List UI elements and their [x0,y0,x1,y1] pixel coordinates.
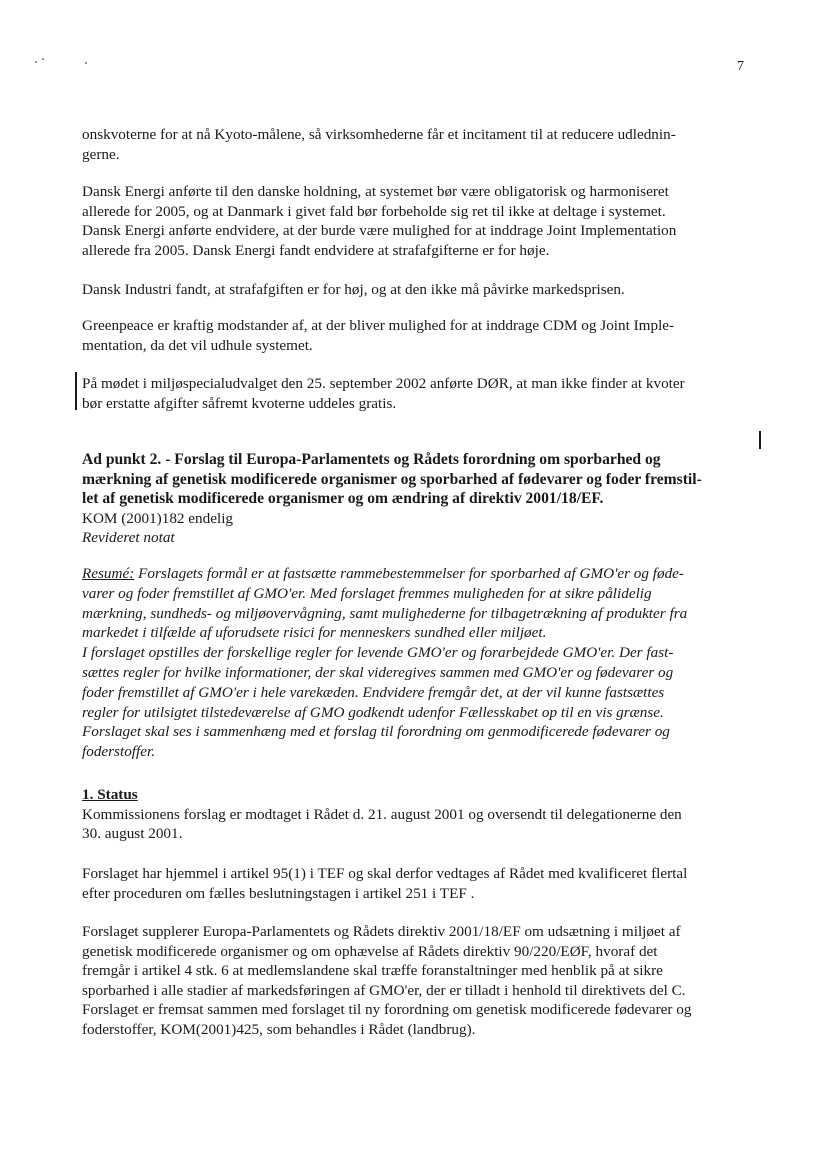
revision-bar [759,431,761,449]
scan-speck [35,61,37,63]
paragraph-hjemmel: Forslaget har hjemmel i artikel 95(1) i TEF og skal derfor vedtages af Rådet med kvalificeret flertal efter proceduren om fælles beslutningstagen i artikel 251 i TEF . [82,865,688,902]
scan-speck [42,58,44,60]
paragraph-greenpeace: Greenpeace er kraftig modstander af, at der bliver mulighed for at inddrage CDM og Joint Imple- mentation, da det vil udhule systemet. [82,317,675,354]
section-heading: mærkning af genetisk modificerede organismer og sporbarhed af fødevarer og foder fremstil- [82,470,702,488]
resume-label: Resumé: [82,565,135,582]
section-heading: let af genetisk modificerede organismer og om ændring af direktiv 2001/18/EF. [82,490,604,507]
ad-punkt-section [82,450,750,548]
section-heading: Ad punkt 2. - Forslag til Europa-Parlamentets og Rådets forordning om sporbarhed og [82,451,661,468]
status-section: 1. Status Kommissionens forslag er modtaget i Rådet d. 21. august 2001 og oversendt til delegationerne den 30. august 2001. [82,785,750,844]
paragraph-dansk-industri: Dansk Industri fandt, at strafafgiften er for høj, og at den ikke må påvirke markedsprisen. [82,281,625,298]
resume-paragraph: Resumé: Forslagets formål er at fastsætte rammebestemmelser for sporbarhed af GMO'er og føde- varer og foder fremstillet af GMO'er. Med forslaget fremmes muligheden for at sikre pålidelig mærkning, sundheds- og miljøovervågning, samt mulighederne for tilbagetrækning af produkter fra markedet i tilfælde af uforudsete risici for menneskers sundhed eller miljøet. I forslaget opstilles der forskellige regler for levende GMO'er og forarbejdede GMO'er. Der fast- sættes regler for hvilke informationer, der skal videregives sammen med GMO'er og fødevarer og foder fremstillet af GMO'er i hele varekæden. Endvidere fremgår det, at der vil kunne fastsættes regler for utilsigtet tilstedeværelse af GMO godkendt udenfor Fællesskabet op til en vis grænse. Forslaget skal ses i sammenhæng med et forslag til forordning om genmodificerede fødevarer og foderstoffer. [82,565,688,761]
paragraph-intro: onskvoterne for at nå Kyoto-målene, så virksomhederne får et incitament til at reducere udlednin- gerne. [82,126,676,163]
paragraph-supplerer: Forslaget supplerer Europa-Parlamentets og Rådets direktiv 2001/18/EF om udsætning i miljøet af genetisk modificerede organismer og om ophævelse af Rådets direktiv 90/220/EØF, hvoraf det fremgår i artikel 4 stk. 6 at medlemslandene skal træffe foranstaltninger med henblik på at sikre sporbarhed i alle stadier af markedsføringen af GMO'er, der er tilladt i henhold til direktivets del C. Forslaget er fremsat sammen med forslaget til ny forordning om genetisk modificerede fødevarer og foderstoffer, KOM(2001)425, som behandles i Rådet (landbrug). [82,923,692,1038]
scan-speck [85,62,87,64]
paragraph-dansk-energi: Dansk Energi anførte til den danske holdning, at systemet bør være obligatorisk og harmoniseret allerede for 2005, og at Danmark i givet fald bør forbeholde sig ret til ikke at deltage i systemet. Dansk Energi anførte endvidere, at der burde være mulighed for at inddrage Joint Implementation allerede fra 2005. Dansk Energi fandt endvidere at strafafgifterne er for høje. [82,183,677,259]
revideret-notat: Revideret notat [82,529,175,546]
revision-bar [75,372,77,410]
status-heading: 1. Status [82,786,138,803]
page-number: 7 [737,59,744,74]
paragraph-dor: På mødet i miljøspecialudvalget den 25. september 2002 anførte DØR, at man ikke finder at kvoter bør erstatte afgifter såfremt kvoterne uddeles gratis. [82,375,685,412]
kom-reference: KOM (2001)182 endelig [82,509,234,527]
